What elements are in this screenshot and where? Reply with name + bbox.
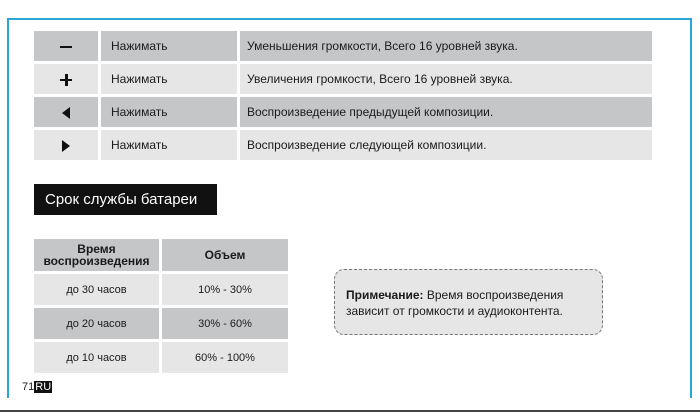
note-text: Время воспроизведения зависит от громкости и аудиоконтента.: [346, 288, 564, 318]
language-badge: RU: [35, 381, 52, 393]
note-box: [334, 269, 603, 335]
table-header-row: [34, 239, 288, 271]
volume-cell: 10% - 30%: [162, 274, 288, 305]
key-cell: [34, 130, 101, 160]
description-cell: Воспроизведение следующей композиции.: [240, 130, 652, 160]
table-row: [34, 97, 652, 127]
column-header-volume: Объем: [162, 239, 288, 271]
time-cell: до 10 часов: [34, 342, 162, 373]
table-row: [34, 130, 652, 160]
description-cell: Воспроизведение предыдущей композиции.: [240, 97, 652, 127]
time-cell: до 30 часов: [34, 274, 162, 305]
key-cell: [34, 64, 101, 94]
table-row: [34, 64, 652, 94]
table-row: [34, 308, 288, 339]
bottom-divider: [0, 410, 700, 412]
table-row: [34, 31, 652, 61]
controls-table: [34, 28, 652, 163]
table-row: [34, 342, 288, 373]
column-header-time: Время воспроизведения: [34, 239, 162, 271]
page-footer: [22, 380, 52, 394]
next-triangle-icon: [62, 140, 70, 152]
action-cell: Нажимать: [101, 97, 240, 127]
key-cell: [34, 97, 101, 127]
minus-icon: [60, 46, 72, 49]
action-cell: Нажимать: [101, 31, 240, 61]
page-number: 71: [22, 381, 35, 393]
time-cell: до 20 часов: [34, 308, 162, 339]
description-cell: Уменьшения громкости, Всего 16 уровней звука.: [240, 31, 652, 61]
key-cell: [34, 31, 101, 61]
description-cell: Увеличения громкости, Всего 16 уровней звука.: [240, 64, 652, 94]
plus-icon: [60, 74, 72, 86]
battery-section-heading: Срок службы батареи: [34, 184, 217, 215]
action-cell: Нажимать: [101, 64, 240, 94]
note-label: Примечание:: [346, 288, 424, 302]
volume-cell: 60% - 100%: [162, 342, 288, 373]
volume-cell: 30% - 60%: [162, 308, 288, 339]
action-cell: Нажимать: [101, 130, 240, 160]
battery-table: [34, 236, 288, 376]
table-row: [34, 274, 288, 305]
previous-triangle-icon: [62, 107, 70, 119]
